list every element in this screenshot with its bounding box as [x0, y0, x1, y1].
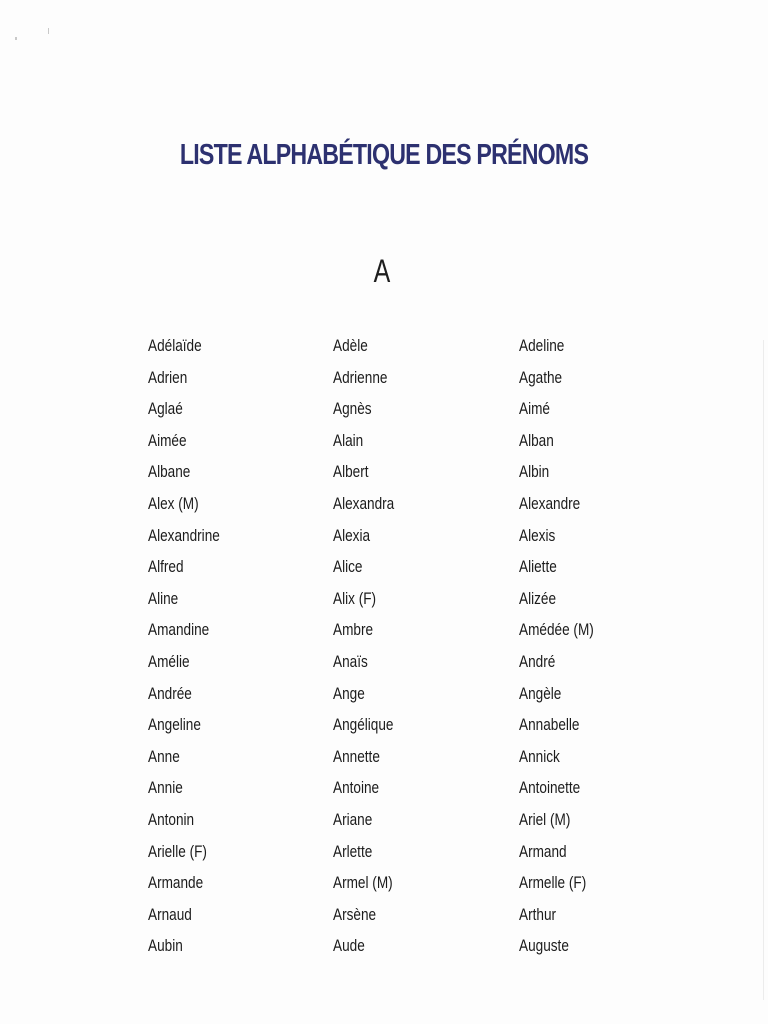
first-name-entry: André: [519, 651, 556, 671]
first-name-entry: Amélie: [148, 651, 190, 671]
first-name-entry: Auguste: [519, 936, 569, 956]
name-row: [0, 490, 768, 522]
first-name-entry: Albane: [148, 462, 191, 482]
first-name-entry: Alizée: [519, 588, 557, 608]
name-row: [0, 838, 768, 870]
name-row: [0, 458, 768, 490]
name-row: [0, 648, 768, 680]
first-name-entry: Alex (M): [148, 493, 199, 513]
first-name-entry: Antoine: [333, 778, 380, 798]
first-name-entry: Aude: [333, 936, 365, 956]
names-list: [0, 332, 768, 964]
first-name-entry: Angèle: [519, 683, 562, 703]
name-row: [0, 743, 768, 775]
first-name-entry: Andrée: [148, 683, 192, 703]
first-name-entry: Armel (M): [333, 873, 393, 893]
first-name-entry: Adrienne: [333, 367, 388, 387]
document-title: LISTE ALPHABÉTIQUE DES PRÉNOMS: [179, 139, 589, 171]
first-name-entry: Annette: [333, 746, 380, 766]
first-name-entry: Anne: [148, 746, 180, 766]
name-row: [0, 585, 768, 617]
first-name-entry: Annabelle: [519, 715, 580, 735]
first-name-entry: Adèle: [333, 336, 368, 355]
first-name-entry: Anaïs: [333, 651, 368, 671]
first-name-entry: Amandine: [148, 620, 210, 640]
first-name-entry: Arlette: [333, 841, 373, 861]
first-name-entry: Ariel (M): [519, 809, 571, 829]
first-name-entry: Aline: [148, 588, 179, 608]
name-row: [0, 932, 768, 964]
first-name-entry: Arielle (F): [148, 841, 207, 861]
first-name-entry: Adélaïde: [148, 336, 202, 355]
first-name-entry: Amédée (M): [519, 620, 594, 640]
name-row: [0, 332, 768, 364]
first-name-entry: Alexandrine: [148, 525, 220, 545]
first-name-entry: Alfred: [148, 557, 184, 577]
first-name-entry: Armande: [148, 873, 204, 893]
first-name-entry: Aimé: [519, 399, 550, 419]
first-name-entry: Ange: [333, 683, 365, 703]
first-name-entry: Annie: [148, 778, 183, 798]
name-row: [0, 522, 768, 554]
first-name-entry: Alain: [333, 430, 364, 450]
scan-speck: [15, 37, 17, 40]
name-row: [0, 806, 768, 838]
first-name-entry: Adrien: [148, 367, 188, 387]
name-row: [0, 680, 768, 712]
first-name-entry: Aglaé: [148, 399, 183, 419]
first-name-entry: Alice: [333, 557, 363, 577]
first-name-entry: Alix (F): [333, 588, 377, 608]
name-row: [0, 427, 768, 459]
first-name-entry: Antoinette: [519, 778, 581, 798]
first-name-entry: Armelle (F): [519, 873, 587, 893]
first-name-entry: Arsène: [333, 904, 377, 924]
first-name-entry: Agnès: [333, 399, 372, 419]
name-row: [0, 711, 768, 743]
first-name-entry: Arthur: [519, 904, 557, 924]
first-name-entry: Arnaud: [148, 904, 192, 924]
name-row: [0, 774, 768, 806]
first-name-entry: Ambre: [333, 620, 374, 640]
first-name-entry: Albert: [333, 462, 369, 482]
first-name-entry: Angeline: [148, 715, 201, 735]
first-name-entry: Agathe: [519, 367, 563, 387]
name-row: [0, 901, 768, 933]
name-row: [0, 553, 768, 585]
first-name-entry: Aimée: [148, 430, 187, 450]
name-row: [0, 364, 768, 396]
first-name-entry: Ariane: [333, 809, 373, 829]
first-name-entry: Aubin: [148, 936, 183, 956]
name-row: [0, 395, 768, 427]
first-name-entry: Alexandra: [333, 493, 395, 513]
name-row: [0, 616, 768, 648]
first-name-entry: Aliette: [519, 557, 557, 577]
first-name-entry: Antonin: [148, 809, 195, 829]
first-name-entry: Armand: [519, 841, 567, 861]
first-name-entry: Alexis: [519, 525, 556, 545]
first-name-entry: Annick: [519, 746, 560, 766]
first-name-entry: Alexandre: [519, 493, 581, 513]
section-letter-heading: A: [373, 253, 391, 289]
first-name-entry: Albin: [519, 462, 550, 482]
name-row: [0, 869, 768, 901]
first-name-entry: Alban: [519, 430, 554, 450]
first-name-entry: Adeline: [519, 336, 565, 355]
scan-speck: [48, 28, 49, 34]
first-name-entry: Alexia: [333, 525, 371, 545]
first-name-entry: Angélique: [333, 715, 394, 735]
